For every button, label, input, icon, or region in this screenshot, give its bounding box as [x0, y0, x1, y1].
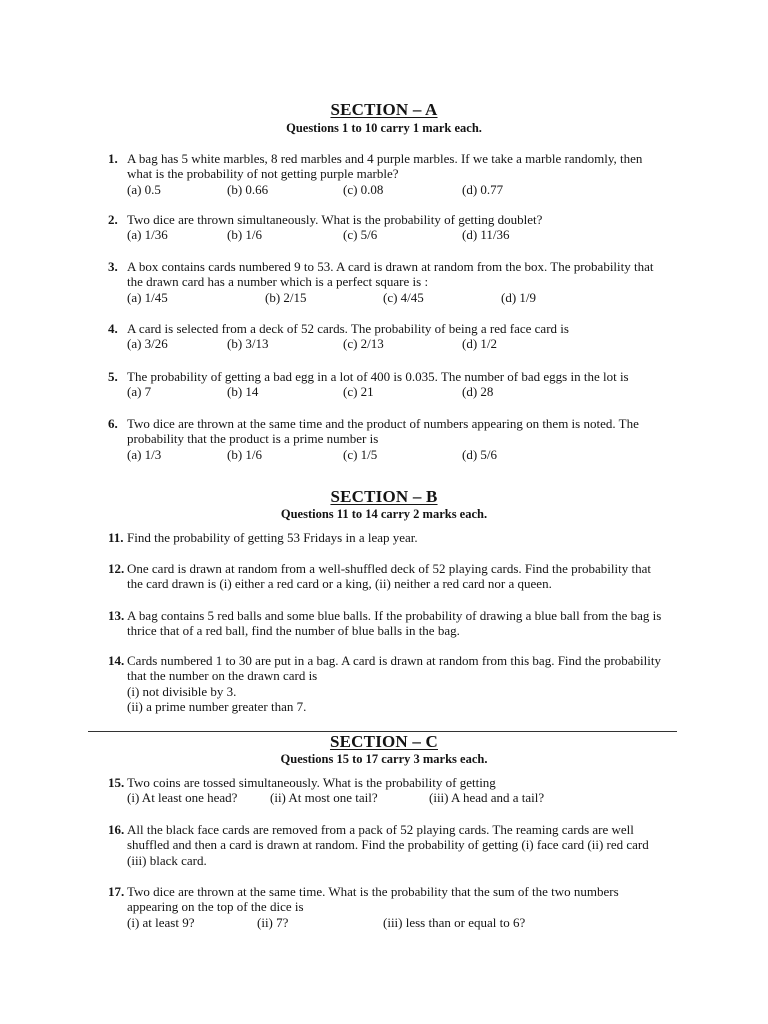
options-row [127, 790, 663, 805]
question-text: Two coins are tossed simultaneously. What is the probability of getting [127, 775, 496, 790]
option-d: (d) 11/36 [462, 227, 510, 243]
option-c: (c) 2/13 [343, 336, 384, 352]
option-i: (i) at least 9? [127, 914, 195, 930]
options-row [127, 384, 663, 399]
option-d: (d) 1/9 [501, 289, 537, 305]
option-i: (i) At least one head? [127, 790, 238, 806]
question-text: Cards numbered 1 to 30 are put in a bag. A card is drawn at random from this bag. Find the probability that the number on the drawn card is [127, 653, 661, 684]
question-text: Two dice are thrown simultaneously. What is the probability of getting doublet? [127, 212, 543, 227]
question-text: A card is selected from a deck of 52 cards. The probability of being a red face card is [127, 321, 569, 336]
option-a: (a) 3/26 [127, 336, 168, 352]
option-d: (d) 5/6 [462, 446, 498, 462]
part-i: (i) not divisible by 3. [127, 683, 237, 699]
question-number: 16. [108, 822, 125, 837]
question-number: 11. [108, 530, 124, 545]
options-row [127, 336, 663, 351]
option-a: (a) 0.5 [127, 181, 161, 197]
question-number: 5. [108, 369, 118, 384]
question-13 [108, 608, 663, 639]
section-a-subtitle: Questions 1 to 10 carry 1 mark each. [286, 121, 482, 135]
option-c: (c) 1/5 [343, 446, 378, 462]
question-text: A box contains cards numbered 9 to 53. A card is drawn at random from the box. The probability that the drawn card has a number which is a perfect square is : [127, 259, 654, 290]
question-2 [108, 212, 663, 243]
option-c: (c) 0.08 [343, 181, 384, 197]
question-number: 1. [108, 151, 118, 166]
question-number: 3. [108, 259, 118, 274]
option-d: (d) 1/2 [462, 336, 498, 352]
option-b: (b) 0.66 [227, 181, 269, 197]
question-4 [108, 321, 663, 352]
option-b: (b) 1/6 [227, 227, 263, 243]
question-number: 13. [108, 608, 125, 623]
question-text: The probability of getting a bad egg in a lot of 400 is 0.035. The number of bad eggs in the lot is [127, 369, 629, 384]
options-row [127, 447, 663, 462]
question-number: 2. [108, 212, 118, 227]
question-3 [108, 259, 663, 305]
option-c: (c) 4/45 [383, 289, 424, 305]
question-5 [108, 369, 663, 400]
option-c: (c) 21 [343, 384, 374, 400]
section-b-title: SECTION – B [330, 487, 438, 506]
option-ii: (ii) 7? [257, 914, 289, 930]
question-text: A bag has 5 white marbles, 8 red marbles and 4 purple marbles. If we take a marble randomly, then what is the probability of not getting purple marble? [127, 151, 643, 182]
option-a: (a) 7 [127, 384, 152, 400]
question-17 [108, 884, 663, 930]
option-a: (a) 1/36 [127, 227, 168, 243]
question-number: 12. [108, 561, 125, 576]
question-number: 15. [108, 775, 125, 790]
question-text: A bag contains 5 red balls and some blue balls. If the probability of drawing a blue ball from the bag is thrice that of a red ball, find the number of blue balls in the bag. [127, 608, 662, 639]
option-iii: (iii) less than or equal to 6? [383, 914, 526, 930]
question-number: 6. [108, 416, 118, 431]
options-row [127, 227, 663, 242]
part-ii: (ii) a prime number greater than 7. [127, 699, 307, 715]
section-a-title: SECTION – A [330, 100, 438, 119]
option-c: (c) 5/6 [343, 227, 378, 243]
options-row [127, 182, 663, 197]
section-b-subtitle: Questions 11 to 14 carry 2 marks each. [280, 507, 488, 521]
question-1 [108, 151, 663, 197]
option-d: (d) 28 [462, 384, 494, 400]
option-b: (b) 1/6 [227, 446, 263, 462]
question-text: Find the probability of getting 53 Fridays in a leap year. [127, 530, 418, 545]
option-ii: (ii) At most one tail? [270, 790, 378, 806]
question-11 [108, 530, 663, 545]
option-a: (a) 1/3 [127, 446, 162, 462]
question-14 [108, 653, 663, 715]
question-number: 14. [108, 653, 125, 668]
question-text: Two dice are thrown at the same time and the product of numbers appearing on them is noted. The probability that the product is a prime number is [127, 416, 639, 447]
question-text: All the black face cards are removed from a pack of 52 playing cards. The reaming cards are well shuffled and then a card is drawn at random. Find the probability of getting (i) face card (ii) red card (iii) black card. [127, 822, 649, 868]
option-b: (b) 14 [227, 384, 259, 400]
option-b: (b) 2/15 [265, 289, 307, 305]
question-12 [108, 561, 663, 592]
section-c-subtitle: Questions 15 to 17 carry 3 marks each. [280, 752, 488, 766]
section-c-title: SECTION – C [329, 732, 438, 751]
question-15 [108, 775, 663, 806]
option-iii: (iii) A head and a tail? [429, 790, 545, 806]
question-text: One card is drawn at random from a well-shuffled deck of 52 playing cards. Find the probability that the card drawn is (i) either a red card or a king, (ii) neither a red card nor a queen. [127, 561, 651, 592]
options-row [127, 915, 663, 930]
options-row [127, 290, 663, 305]
question-6 [108, 416, 663, 462]
question-number: 4. [108, 321, 118, 336]
option-b: (b) 3/13 [227, 336, 269, 352]
option-d: (d) 0.77 [462, 181, 504, 197]
option-a: (a) 1/45 [127, 289, 168, 305]
question-text: Two dice are thrown at the same time. What is the probability that the sum of the two numbers appearing on the top of the dice is [127, 884, 619, 915]
question-number: 17. [108, 884, 125, 899]
question-16 [108, 822, 663, 868]
